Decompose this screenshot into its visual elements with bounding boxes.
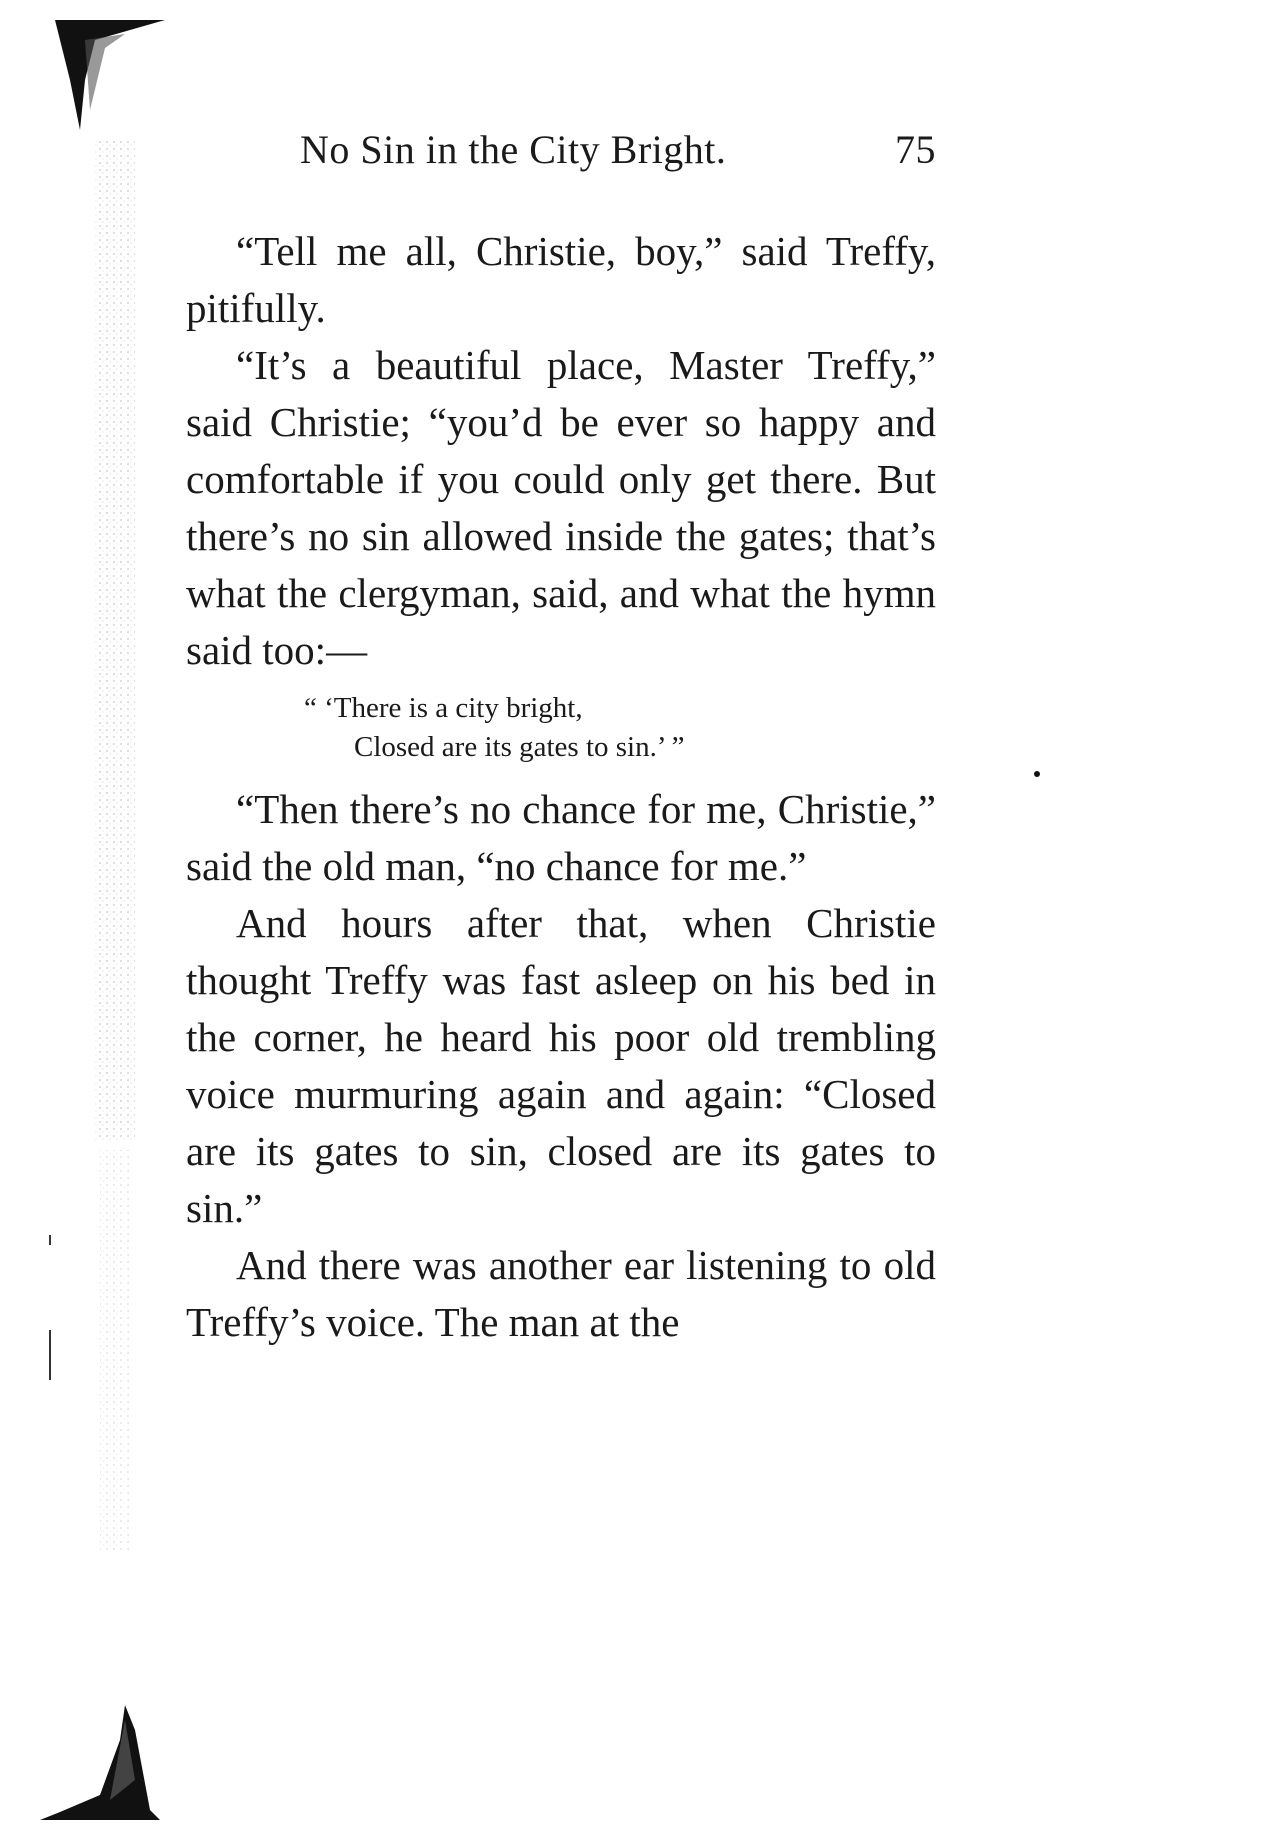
chapter-title: No Sin in the City Bright.	[300, 127, 727, 172]
page-number: 75	[895, 127, 936, 172]
paragraph: “Tell me all, Christie, boy,” said Treffy, pitifully.	[186, 228, 936, 331]
paragraph: And there was another ear listening to old Treffy’s voice. The man at the	[186, 1242, 936, 1345]
scan-gutter-shadow	[0, 0, 175, 1833]
verse-line: Closed are its gates to sin.’ ”	[354, 731, 685, 763]
verse-line: “ ‘There is a city bright,	[304, 692, 583, 724]
body-text	[186, 223, 936, 1351]
scan-speck	[1034, 771, 1040, 777]
paragraph: “It’s a beautiful place, Master Treffy,” said Christie; “you’d be ever so happy and comfortable if you could only get there. But there’s no sin allowed inside the gates; that’s what the clergyman, said, and what the hymn said too:—	[186, 342, 936, 673]
scan-corner-bottom	[40, 1700, 160, 1825]
paragraph: “Then there’s no chance for me, Christie,” said the old man, “no chance for me.”	[186, 786, 936, 889]
verse-quote	[186, 689, 936, 767]
text-block	[186, 120, 936, 1351]
paragraph: And hours after that, when Christie thought Treffy was fast asleep on his bed in the corner, he heard his poor old trembling voice murmuring again and again: “Closed are its gates to sin, closed are its gates to sin.”	[186, 900, 936, 1231]
running-head	[186, 120, 936, 180]
scan-corner-top	[55, 20, 195, 140]
